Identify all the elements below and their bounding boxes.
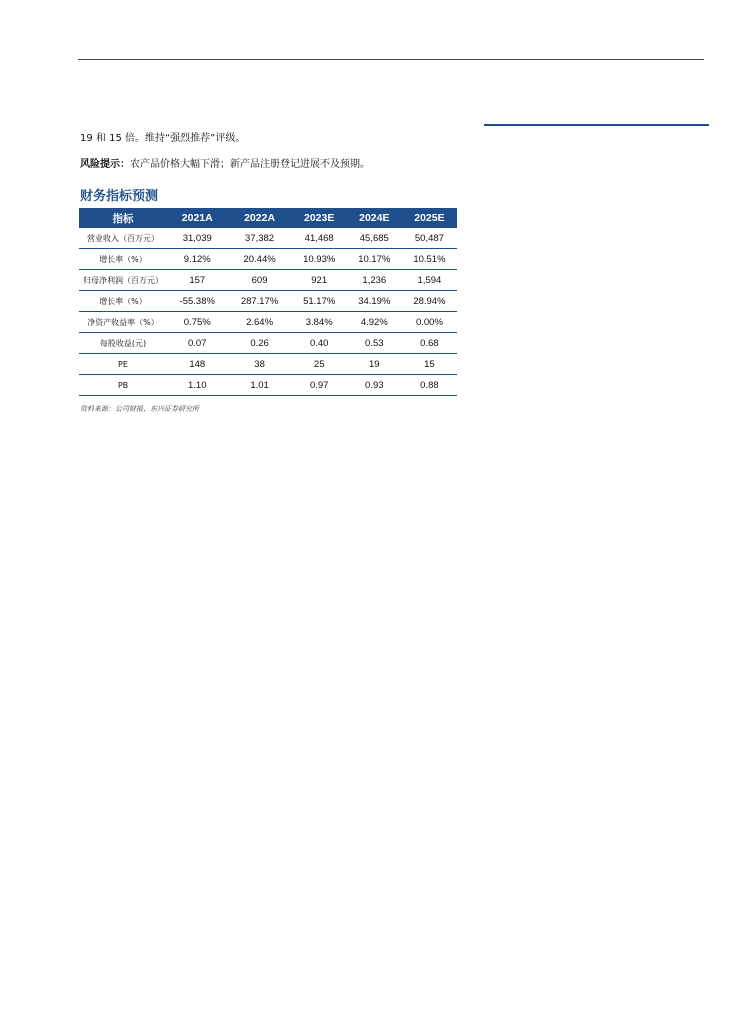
- table-cell: 921: [292, 270, 347, 291]
- table-cell: 4.92%: [347, 312, 402, 333]
- intro-text: 19 和 15 倍。维持“强烈推荐”评级。: [80, 133, 246, 144]
- table-cell: 0.00%: [402, 312, 457, 333]
- table-cell: 0.97: [292, 375, 347, 396]
- row-label: 归母净利润（百万元）: [79, 270, 167, 291]
- header-cell-2021a: 2021A: [167, 208, 228, 228]
- table-cell: 45,685: [347, 228, 402, 249]
- header-cell-metric: 指标: [79, 208, 167, 228]
- table-cell: 0.53: [347, 333, 402, 354]
- table-row: [79, 249, 457, 270]
- table-cell: 3.84%: [292, 312, 347, 333]
- table-cell: 1.01: [228, 375, 292, 396]
- row-label: PB: [79, 375, 167, 396]
- table-cell: 41,468: [292, 228, 347, 249]
- table-cell: 38: [228, 354, 292, 375]
- table-cell: 50,487: [402, 228, 457, 249]
- risk-note: [80, 158, 370, 171]
- table-cell: 148: [167, 354, 228, 375]
- table-cell: 28.94%: [402, 291, 457, 312]
- table-cell: 0.75%: [167, 312, 228, 333]
- header-cell-2022a: 2022A: [228, 208, 292, 228]
- table-cell: 20.44%: [228, 249, 292, 270]
- table-cell: 0.88: [402, 375, 457, 396]
- table-cell: 10.17%: [347, 249, 402, 270]
- table-cell: 10.93%: [292, 249, 347, 270]
- table-row: [79, 228, 457, 249]
- table-cell: 51.17%: [292, 291, 347, 312]
- table-cell: 31,039: [167, 228, 228, 249]
- table-row: [79, 354, 457, 375]
- table-cell: 157: [167, 270, 228, 291]
- table-row: [79, 333, 457, 354]
- risk-label: 风险提示：: [80, 159, 130, 170]
- row-label: PE: [79, 354, 167, 375]
- table-cell: 9.12%: [167, 249, 228, 270]
- row-label: 每股收益(元): [79, 333, 167, 354]
- sidebar-rule: [484, 124, 709, 126]
- table-cell: 10.51%: [402, 249, 457, 270]
- header-cell-2023e: 2023E: [292, 208, 347, 228]
- table-cell: 25: [292, 354, 347, 375]
- table-cell: 287.17%: [228, 291, 292, 312]
- table-cell: 1,236: [347, 270, 402, 291]
- table-cell: 1.10: [167, 375, 228, 396]
- table-row: [79, 312, 457, 333]
- risk-text: 农产品价格大幅下滑；新产品注册登记进展不及预期。: [130, 159, 370, 170]
- table-cell: 37,382: [228, 228, 292, 249]
- header-rule: [78, 59, 704, 60]
- table-cell: 0.93: [347, 375, 402, 396]
- row-label: 营业收入（百万元）: [79, 228, 167, 249]
- table-row: [79, 375, 457, 396]
- table-cell: 0.26: [228, 333, 292, 354]
- row-label: 增长率（%）: [79, 291, 167, 312]
- table-cell: 19: [347, 354, 402, 375]
- table-cell: 15: [402, 354, 457, 375]
- table-cell: 1,594: [402, 270, 457, 291]
- table-cell: 0.68: [402, 333, 457, 354]
- table-row: [79, 270, 457, 291]
- header-cell-2024e: 2024E: [347, 208, 402, 228]
- financial-forecast-table: [79, 208, 457, 396]
- table-header-row: [79, 208, 457, 228]
- table-cell: 34.19%: [347, 291, 402, 312]
- table-row: [79, 291, 457, 312]
- table-cell: 0.07: [167, 333, 228, 354]
- row-label: 增长率（%）: [79, 249, 167, 270]
- table-cell: 609: [228, 270, 292, 291]
- row-label: 净资产收益率（%）: [79, 312, 167, 333]
- section-title: 财务指标预测: [80, 189, 159, 204]
- table-cell: -55.38%: [167, 291, 228, 312]
- table-cell: 2.64%: [228, 312, 292, 333]
- source-note: 资料来源：公司财报、东兴证券研究所: [80, 405, 199, 413]
- header-cell-2025e: 2025E: [402, 208, 457, 228]
- table-cell: 0.40: [292, 333, 347, 354]
